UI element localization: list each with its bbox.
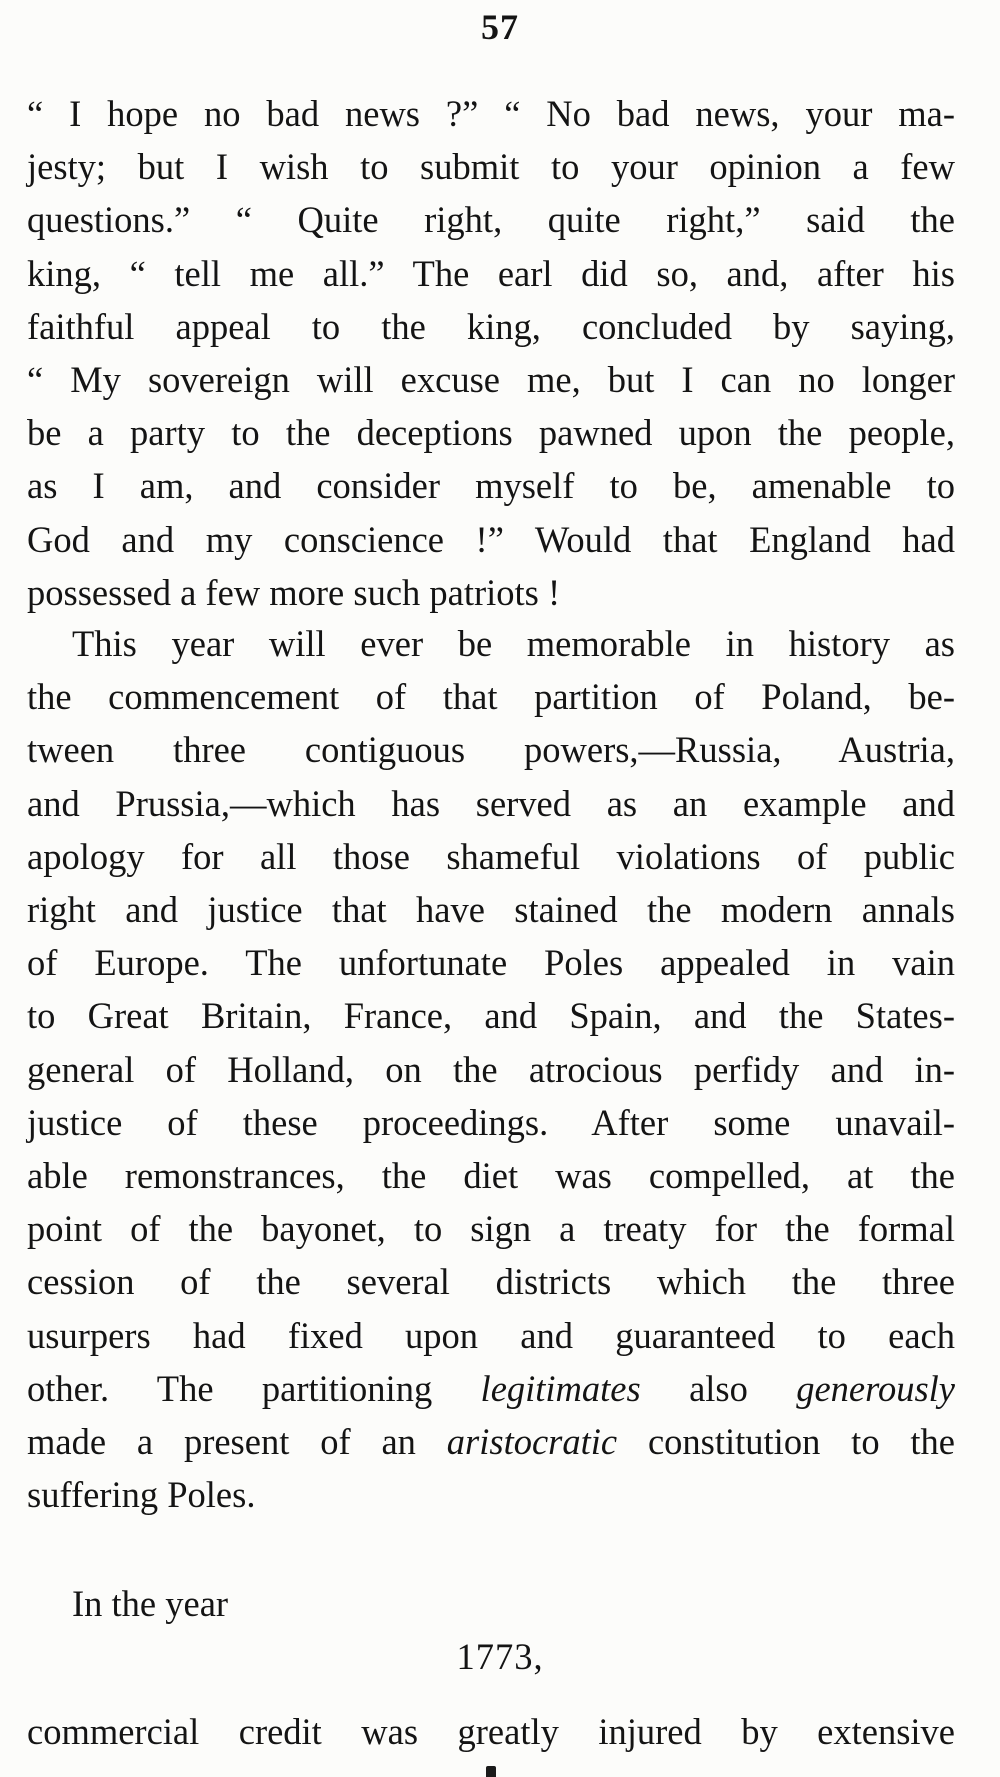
text-line-italic [27, 1415, 955, 1468]
text-line: cession of the several districts which the three [27, 1261, 955, 1303]
text-line: and Prussia,—which has served as an example and [27, 782, 955, 824]
text-line: “ I hope no bad news ?” “ No bad news, your ma- [27, 93, 955, 134]
page-number: 57 [481, 7, 519, 47]
text-line: usurpers had fixed upon and guaranteed to each [27, 1314, 955, 1356]
text-line: “ My sovereign will excuse me, but I can no longer [27, 359, 955, 401]
italic-word: aristocratic [446, 1421, 618, 1463]
text-line: apology for all those shameful violations of public [27, 835, 955, 877]
text-line: as I am, and consider myself to be, amenable to [27, 465, 955, 507]
text-line: possessed a few more such patriots ! [27, 571, 561, 613]
signature-mark [486, 1766, 496, 1777]
text-line: the commencement of that partition of Poland, be- [27, 676, 955, 718]
text-line: point of the bayonet, to sign a treaty for the formal [27, 1208, 955, 1250]
text-line: suffering Poles. [27, 1474, 256, 1516]
paragraph-poland-partition [27, 617, 955, 1521]
italic-word: legitimates [480, 1367, 641, 1409]
text-line: faithful appeal to the king, concluded by saying, [27, 305, 955, 347]
text-line: to Great Britain, France, and Spain, and the States- [27, 995, 955, 1037]
text-line: of Europe. The unfortunate Poles appealed in vain [27, 942, 955, 984]
text-line: This year will ever be memorable in history as [72, 623, 955, 664]
year-intro: In the year [72, 1583, 229, 1624]
text-line: questions.” “ Quite right, quite right,” said the [27, 199, 955, 241]
text-line-italic [27, 1362, 955, 1415]
year-heading: 1773, [456, 1636, 544, 1677]
text-line: able remonstrances, the diet was compelled, at the [27, 1155, 955, 1197]
text-run: also [640, 1367, 797, 1409]
text-line: jesty; but I wish to submit to your opinion a few [27, 146, 955, 188]
text-line: tween three contiguous powers,—Russia, Austria, [27, 729, 955, 771]
text-line: God and my conscience !” Would that England had [27, 518, 955, 560]
text-line: king, “ tell me all.” The earl did so, and, after his [27, 252, 955, 294]
text-line: right and justice that have stained the modern annals [27, 889, 955, 931]
paragraph-dialogue [27, 87, 955, 619]
text-run: other. The partitioning [27, 1367, 481, 1409]
text-run: made a present of an [27, 1421, 447, 1463]
text-line: commercial credit was greatly injured by extensive [27, 1711, 955, 1752]
text-run: constitution to the [617, 1421, 956, 1463]
text-line: be a party to the deceptions pawned upon the people, [27, 412, 955, 454]
text-line: justice of these proceedings. After some unavail- [27, 1101, 955, 1143]
italic-word: generously [796, 1367, 955, 1409]
text-line: general of Holland, on the atrocious perfidy and in- [27, 1048, 955, 1090]
